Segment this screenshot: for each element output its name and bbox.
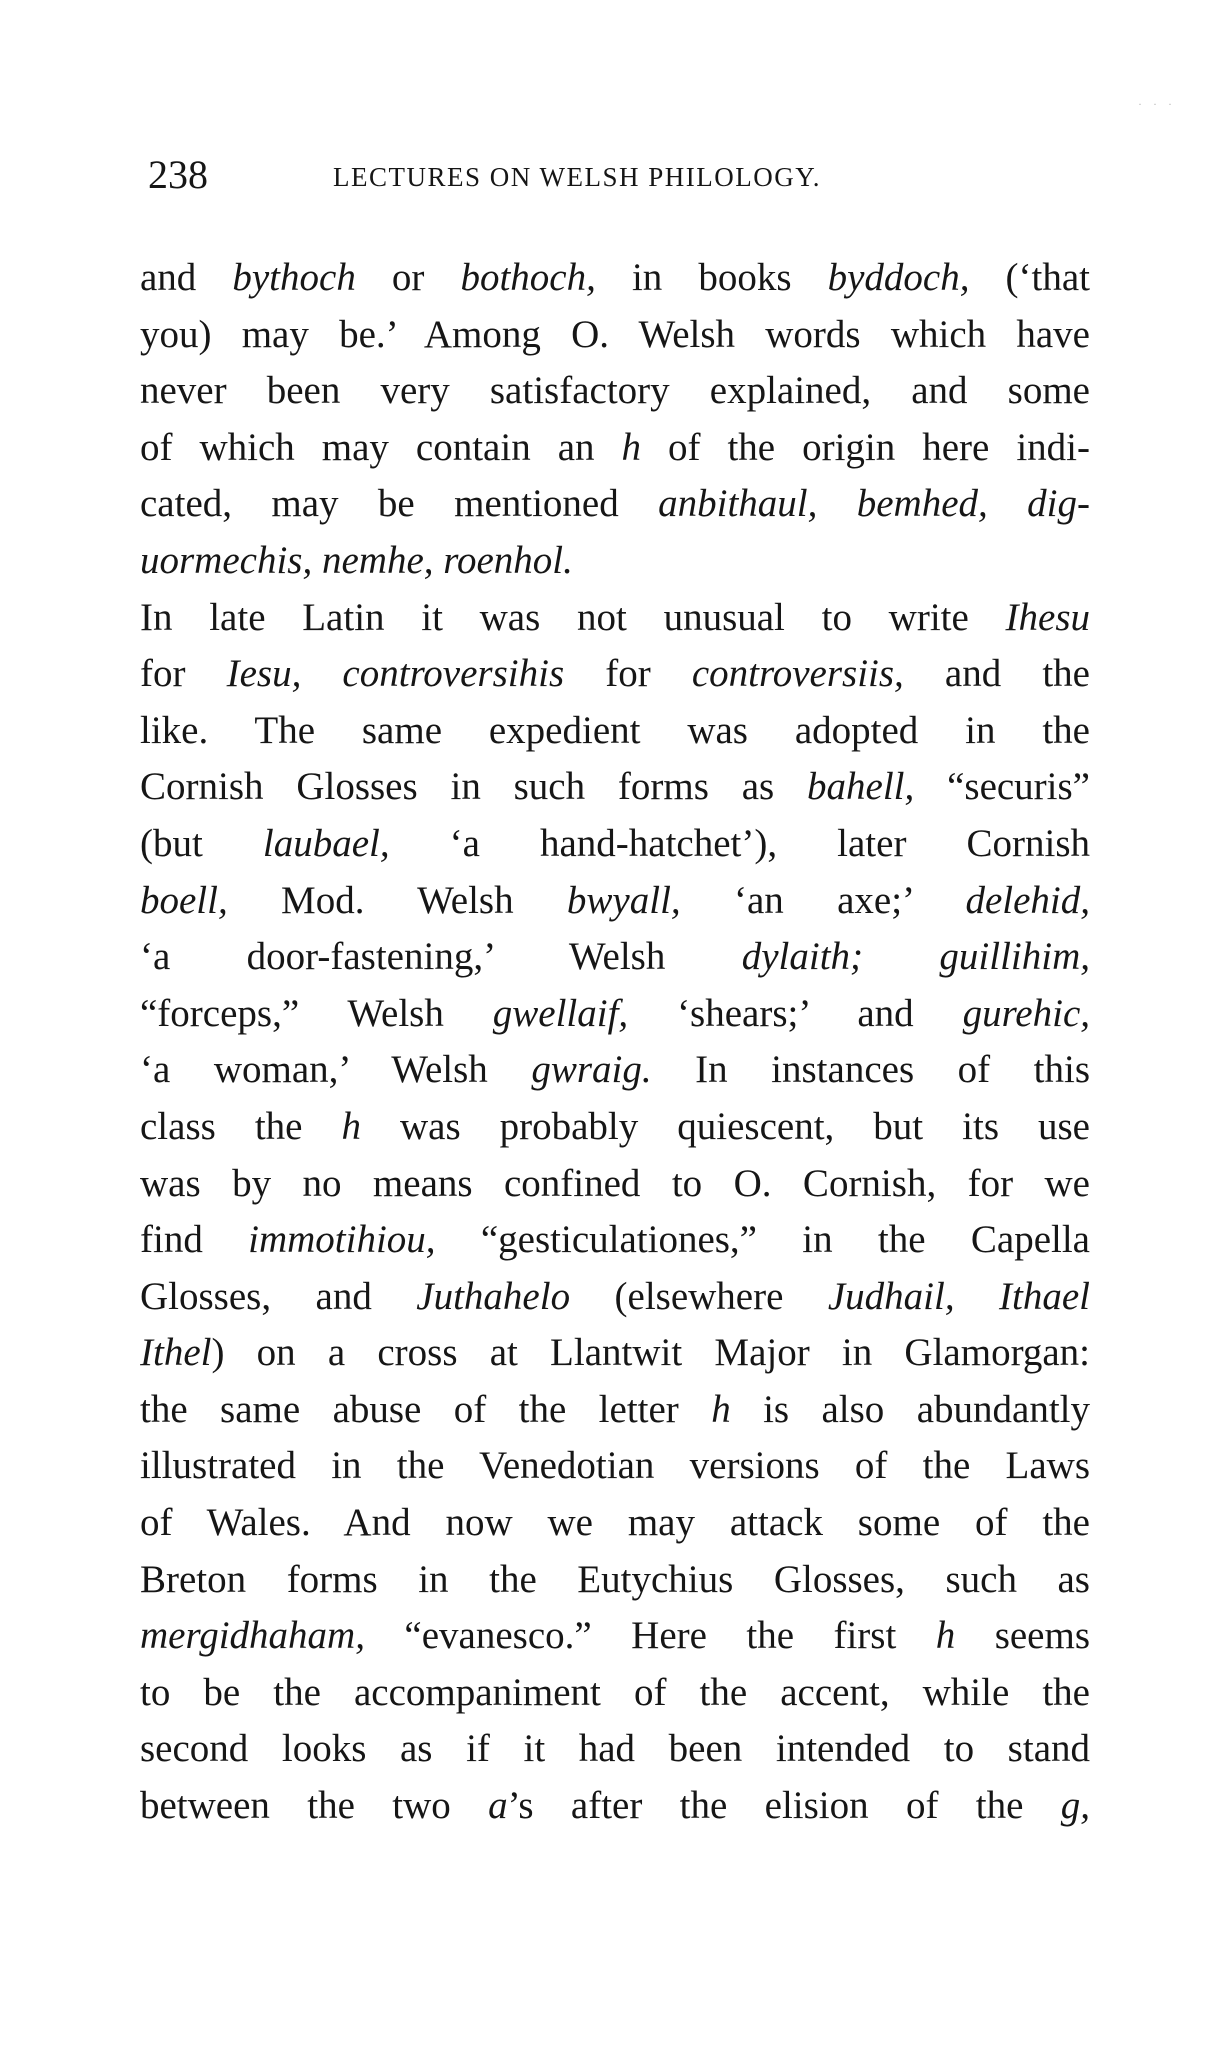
text-line xyxy=(140,1608,1090,1665)
italic-text: delehid, xyxy=(965,878,1090,922)
text-segment: and the xyxy=(903,652,1090,696)
text-line xyxy=(140,1099,1090,1156)
text-line xyxy=(140,1438,1090,1495)
italic-text: h xyxy=(341,1104,361,1148)
text-segment: cated, may be mentioned xyxy=(140,482,659,526)
text-line xyxy=(140,986,1090,1043)
italic-text: h xyxy=(935,1614,956,1658)
text-segment: (elsewhere xyxy=(570,1274,828,1318)
italic-text: immotihiou, xyxy=(248,1218,436,1262)
body-text xyxy=(140,250,1090,1835)
text-line xyxy=(140,307,1090,364)
text-line xyxy=(140,420,1090,477)
text-segment: “forceps,” Welsh xyxy=(140,991,493,1035)
text-segment: for xyxy=(140,652,227,696)
text-line xyxy=(140,1495,1090,1552)
text-segment: ‘shears;’ and xyxy=(628,991,963,1035)
running-header xyxy=(148,150,1088,200)
text-segment: (‘that xyxy=(969,256,1090,299)
text-segment: to be the accompaniment of the accent, while the xyxy=(140,1670,1090,1714)
text-line xyxy=(140,1042,1090,1099)
italic-text: bwyall, xyxy=(566,878,681,922)
italic-text: anbithaul, bemhed, dig- xyxy=(658,482,1090,526)
text-segment: the same abuse of the letter xyxy=(140,1387,712,1431)
text-segment: In instances of this xyxy=(651,1048,1090,1092)
text-segment: ‘an axe;’ xyxy=(680,878,966,922)
italic-text: a xyxy=(488,1784,508,1828)
text-segment: and xyxy=(140,256,233,299)
text-segment: “securis” xyxy=(914,765,1090,809)
text-segment: was by no means confined to O. Cornish, for we xyxy=(140,1161,1090,1205)
text-segment: ) on a cross at Llantwit Major in Glamorgan: xyxy=(211,1331,1090,1375)
text-segment: in books xyxy=(595,256,828,299)
italic-text: Iesu, controversihis xyxy=(226,652,565,696)
text-line xyxy=(140,363,1090,420)
text-line xyxy=(140,646,1090,703)
text-line xyxy=(140,533,1090,590)
text-line xyxy=(140,1212,1090,1269)
italic-text: uormechis, nemhe, roenhol. xyxy=(140,538,573,582)
italic-text: boell, xyxy=(140,878,228,922)
text-segment: of which may contain an xyxy=(140,425,622,469)
text-segment: Cornish Glosses in such forms as xyxy=(140,765,808,809)
text-line xyxy=(140,1325,1090,1382)
italic-text: Ihesu xyxy=(1005,595,1090,639)
text-line xyxy=(140,476,1090,533)
italic-text: bothoch, xyxy=(460,256,596,299)
text-segment: ’s after the elision of the xyxy=(507,1784,1061,1828)
text-segment: between the two xyxy=(140,1784,489,1828)
text-segment: “evanesco.” Here the first xyxy=(364,1614,936,1658)
text-segment: for xyxy=(564,652,692,696)
text-segment: In late Latin it was not unusual to write xyxy=(140,595,1006,639)
italic-text: Judhail, Ithael xyxy=(827,1274,1090,1318)
page-number: 238 xyxy=(148,152,208,197)
text-segment: illustrated in the Venedotian versions of the Laws xyxy=(140,1444,1090,1488)
text-segment: is also abundantly xyxy=(730,1387,1090,1431)
text-line xyxy=(140,1269,1090,1326)
corner-mark: · · · xyxy=(1138,97,1176,111)
text-segment: second looks as if it had been intended to stand xyxy=(140,1727,1090,1771)
italic-text: bythoch xyxy=(232,256,356,299)
text-segment: class the xyxy=(140,1104,342,1148)
italic-text: bahell, xyxy=(807,765,915,809)
text-segment: like. The same expedient was adopted in the xyxy=(140,708,1090,752)
text-line xyxy=(140,1721,1090,1778)
text-line xyxy=(140,873,1090,930)
text-line xyxy=(140,703,1090,760)
italic-text: byddoch, xyxy=(827,256,970,299)
text-line xyxy=(140,590,1090,647)
text-segment: was probably quiescent, but its use xyxy=(360,1104,1090,1148)
text-segment: “gesticulationes,” in the Capella xyxy=(435,1218,1090,1262)
text-segment: Mod. Welsh xyxy=(227,878,567,922)
text-segment: Breton forms in the Eutychius Glosses, such as xyxy=(140,1557,1090,1601)
text-line xyxy=(140,1382,1090,1439)
text-segment: never been very satisfactory explained, and some xyxy=(140,369,1090,413)
italic-text: dylaith; guillihim, xyxy=(741,935,1090,979)
text-segment: or xyxy=(355,256,461,299)
text-line xyxy=(140,759,1090,816)
text-line xyxy=(140,1665,1090,1722)
text-segment: ‘a hand-hatchet’), later Cornish xyxy=(389,821,1090,865)
text-segment: ‘a door-fastening,’ Welsh xyxy=(140,935,742,979)
italic-text: controversiis, xyxy=(691,652,904,696)
text-segment: ‘a woman,’ Welsh xyxy=(140,1048,532,1092)
italic-text: gwraig. xyxy=(531,1048,652,1092)
italic-text: laubael, xyxy=(262,821,390,865)
text-segment: you) may be.’ Among O. Welsh words which have xyxy=(140,312,1090,356)
italic-text: Juthahelo xyxy=(416,1274,571,1318)
italic-text: Ithel xyxy=(140,1331,212,1375)
italic-text: mergidhaham, xyxy=(140,1614,365,1658)
text-segment: seems xyxy=(955,1614,1090,1658)
text-segment: find xyxy=(140,1218,249,1262)
text-line xyxy=(140,929,1090,986)
text-line xyxy=(140,1778,1090,1835)
italic-text: gurehic, xyxy=(962,991,1090,1035)
text-line xyxy=(140,1156,1090,1213)
italic-text: g, xyxy=(1060,1784,1090,1828)
text-line xyxy=(140,1552,1090,1609)
text-segment: of Wales. And now we may attack some of the xyxy=(140,1501,1090,1545)
italic-text: h xyxy=(711,1387,731,1431)
running-title: LECTURES ON WELSH PHILOLOGY. xyxy=(333,162,822,192)
text-line xyxy=(140,250,1090,307)
text-segment: (but xyxy=(140,821,263,865)
text-line xyxy=(140,816,1090,873)
italic-text: h xyxy=(621,425,641,469)
italic-text: gwellaif, xyxy=(492,991,629,1035)
text-segment: of the origin here indi- xyxy=(641,425,1090,469)
text-segment: Glosses, and xyxy=(140,1274,417,1318)
